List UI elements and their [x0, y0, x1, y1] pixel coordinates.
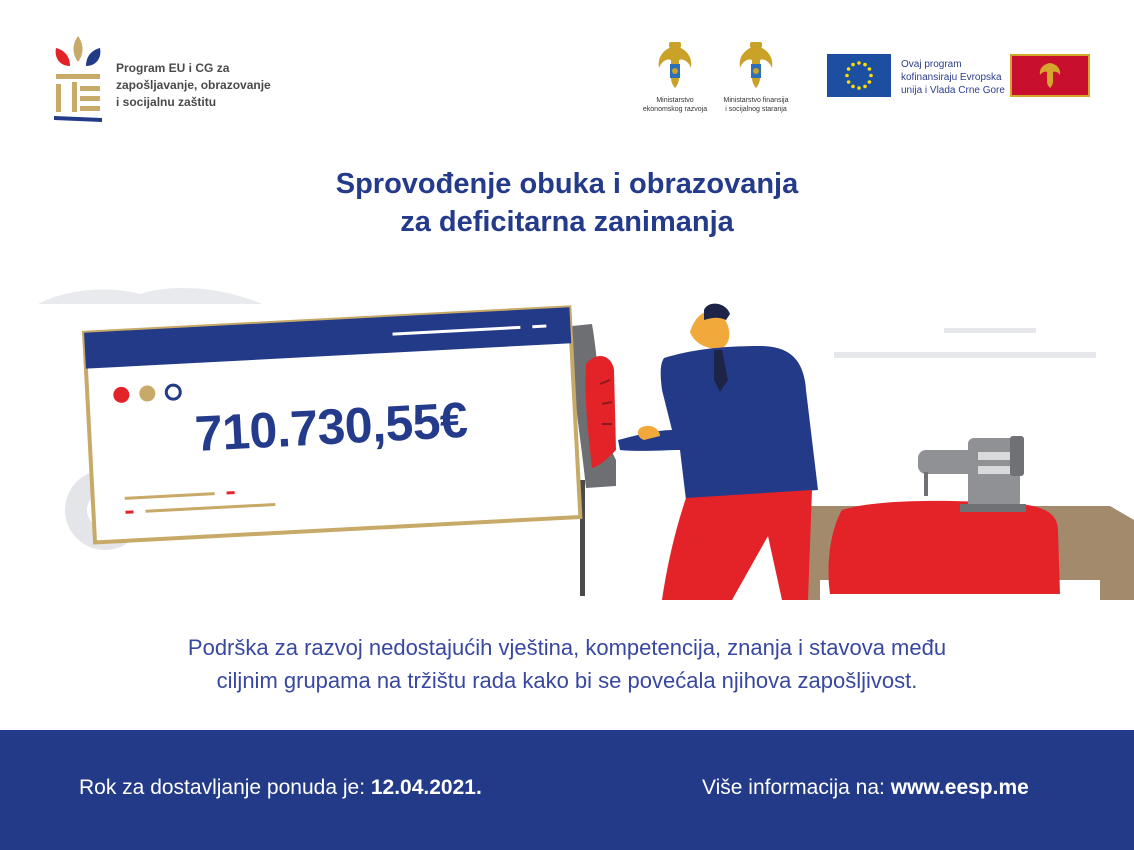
program-logo-icon: [50, 34, 106, 122]
ministry-finance: [711, 42, 801, 114]
footer: [0, 730, 1134, 850]
program-name-line-3: i socijalnu zaštitu: [116, 95, 217, 109]
eu-flag-icon: [827, 54, 891, 97]
ministry-2-name-line-1: Ministarstvo finansija: [723, 97, 789, 104]
eu-note-line-3: unija i Vlada Crne Gore: [901, 85, 1005, 96]
funding-amount: 710.730,55€: [193, 391, 469, 462]
program-name-line-1: Program EU i CG za: [116, 61, 230, 75]
description: [0, 631, 1134, 697]
coat-of-arms-icon: [653, 42, 697, 90]
coat-of-arms-icon: [734, 42, 778, 90]
ministry-2-name-line-2: i socijalnog staranja: [725, 106, 787, 113]
deadline-date: 12.04.2021.: [370, 776, 482, 799]
eu-note-line-2: kofinansiraju Evropska: [901, 72, 1002, 83]
header: [0, 0, 1134, 140]
title-line-1: Sprovođenje obuka i obrazovanja: [335, 168, 799, 200]
deadline-label: Rok za dostavljanje ponuda je:: [79, 776, 371, 799]
ministry-economic-development: [630, 42, 720, 114]
page-title: [0, 165, 1134, 241]
tailor-illustration: [0, 280, 1134, 600]
website-link[interactable]: www.eesp.me: [890, 776, 1029, 799]
eu-note-line-1: Ovaj program: [901, 59, 962, 70]
deadline: [79, 776, 482, 800]
description-line-2: ciljnim grupama na tržištu rada kako bi se povećala njihova zapošljivost.: [216, 668, 918, 693]
title-line-2: za deficitarna zanimanja: [400, 206, 734, 238]
info-label: Više informacija na:: [702, 776, 891, 799]
montenegro-flag-icon: [1010, 54, 1090, 97]
program-name-line-2: zapošljavanje, obrazovanje: [116, 78, 271, 92]
description-line-1: Podrška za razvoj nedostajućih vještina, kompetencija, znanja i stavova među: [187, 635, 947, 660]
ministry-1-name-line-2: ekonomskog razvoja: [642, 106, 708, 113]
program-name: [116, 60, 296, 111]
eu-cofinancing-note: [901, 58, 1005, 97]
ministry-1-name-line-1: Ministarstvo: [656, 97, 694, 104]
more-info: [702, 776, 1029, 800]
